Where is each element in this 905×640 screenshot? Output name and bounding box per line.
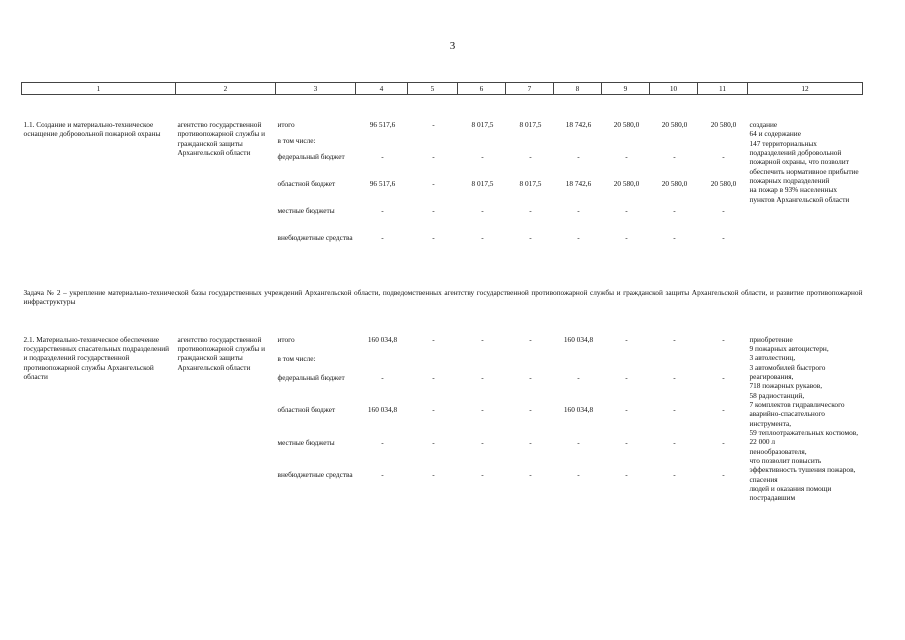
- funding-value: -: [673, 334, 676, 344]
- funding-value: -: [381, 437, 384, 447]
- funding-value: -: [529, 470, 532, 480]
- funding-value: -: [381, 373, 384, 383]
- funding-value: -: [625, 152, 628, 161]
- spacer-row: [22, 274, 863, 288]
- funding-source: федеральный бюджет: [277, 373, 345, 383]
- funding-source: в том числе:: [277, 353, 316, 363]
- funding-value: -: [481, 233, 484, 242]
- funding-value: 20 580,0: [661, 179, 688, 188]
- funding-value: -: [481, 405, 484, 415]
- funding-value: -: [577, 437, 580, 447]
- section-2: [22, 335, 863, 503]
- spacer-row: [22, 260, 863, 274]
- funding-value: -: [577, 470, 580, 480]
- executor-cell: агентство государственной противопожарной службы и гражданской защиты Архангельской области: [177, 334, 266, 372]
- funding-value: 160 034,8: [367, 405, 398, 415]
- funding-value: -: [381, 233, 384, 242]
- funding-source: областной бюджет: [277, 179, 336, 188]
- funding-value: 8 017,5: [471, 120, 494, 129]
- funding-value: -: [625, 334, 628, 344]
- task-2-row: [22, 288, 863, 307]
- column-number: 7: [506, 83, 554, 95]
- funding-value: -: [381, 470, 384, 480]
- section-1: [22, 120, 863, 260]
- funding-value: -: [625, 470, 628, 480]
- funding-source: итого: [277, 120, 295, 129]
- funding-value: 20 580,0: [613, 179, 640, 188]
- funding-value: 20 580,0: [710, 179, 737, 188]
- funding-value: [356, 354, 408, 373]
- column-number: 11: [698, 83, 748, 95]
- funding-value: -: [722, 334, 725, 344]
- column-number: 10: [650, 83, 698, 95]
- expected-result: приобретение 9 пожарных автоцистерн, 3 автолестниц, 3 автомобилей быстрого реагирования, 718 пожарных рукавов, 58 радиостанций, 7 комплектов гидравлического аварийно-спасательного инструмента, 59 теплоотражательных костюмов, 22 000 л пенообразователя, что позволит повысить эффективность тушения пожаров, спасения людей и оказания помощи пострадавшим: [749, 334, 859, 503]
- expected-result: создание 64 и содержание 147 территориальных подразделений добровольной пожарной охраны, что позволит обеспечить нормативное прибытие пожарных подразделений на пожар в 93% населенных пунктов Архангельской области: [749, 120, 859, 204]
- funding-source: в том числе:: [277, 136, 316, 145]
- executor-cell: агентство государственной противопожарной службы и гражданской защиты Архангельской области: [177, 120, 266, 157]
- funding-value: -: [432, 470, 435, 480]
- funding-value: -: [673, 206, 676, 215]
- funding-value: -: [481, 152, 484, 161]
- funding-source: внебюджетные средства: [277, 470, 353, 480]
- funding-value: [698, 354, 748, 373]
- funding-value: -: [577, 233, 580, 242]
- funding-value: -: [529, 373, 532, 383]
- column-number: 12: [748, 83, 863, 95]
- funding-value: -: [432, 233, 435, 242]
- column-number: 6: [458, 83, 506, 95]
- funding-value: 18 742,6: [565, 179, 592, 188]
- funding-source: итого: [277, 334, 295, 344]
- column-number: 2: [176, 83, 276, 95]
- funding-value: -: [432, 152, 435, 161]
- funding-value: -: [529, 437, 532, 447]
- funding-value: [554, 136, 602, 152]
- task-2-text: Задача № 2 – укрепление материально-технической базы государственных учреждений Архангельской области, подведомственных агентству государственной противопожарной службы и гражданской защиты Архангельской области, и развитие противопожарной инфраструктуры: [23, 288, 863, 307]
- funding-value: 160 034,8: [563, 334, 594, 344]
- funding-value: -: [432, 437, 435, 447]
- funding-row: [22, 120, 863, 136]
- funding-value: -: [577, 373, 580, 383]
- funding-source: внебюджетные средства: [277, 233, 353, 242]
- funding-value: 20 580,0: [661, 120, 688, 129]
- funding-value: -: [481, 373, 484, 383]
- funding-value: -: [722, 373, 725, 383]
- funding-source: областной бюджет: [277, 405, 336, 415]
- funding-value: 96 517,6: [369, 120, 396, 129]
- funding-value: [458, 136, 506, 152]
- funding-value: [506, 136, 554, 152]
- funding-value: -: [432, 179, 435, 188]
- funding-value: -: [577, 152, 580, 161]
- funding-value: -: [673, 405, 676, 415]
- funding-source: местные бюджеты: [277, 437, 335, 447]
- funding-value: -: [432, 334, 435, 344]
- funding-value: -: [673, 470, 676, 480]
- funding-value: [408, 354, 458, 373]
- funding-value: [698, 136, 748, 152]
- program-table: [21, 82, 863, 503]
- funding-value: -: [722, 470, 725, 480]
- funding-value: [650, 354, 698, 373]
- funding-value: -: [625, 437, 628, 447]
- funding-value: -: [673, 373, 676, 383]
- column-number: 4: [356, 83, 408, 95]
- funding-value: 8 017,5: [519, 179, 542, 188]
- funding-value: -: [381, 152, 384, 161]
- funding-value: -: [577, 206, 580, 215]
- funding-value: -: [529, 233, 532, 242]
- funding-value: -: [625, 405, 628, 415]
- funding-value: 160 034,8: [563, 405, 594, 415]
- funding-value: -: [529, 206, 532, 215]
- column-number: 5: [408, 83, 458, 95]
- spacer-row: [22, 321, 863, 335]
- funding-value: -: [481, 334, 484, 344]
- funding-value: -: [481, 470, 484, 480]
- funding-value: -: [432, 373, 435, 383]
- funding-value: [602, 354, 650, 373]
- spacer-row: [22, 307, 863, 321]
- funding-value: -: [529, 152, 532, 161]
- funding-value: [602, 136, 650, 152]
- funding-value: [554, 354, 602, 373]
- funding-value: 96 517,6: [369, 179, 396, 188]
- funding-value: [408, 136, 458, 152]
- funding-value: 20 580,0: [613, 120, 640, 129]
- header-row: [22, 83, 863, 95]
- funding-value: -: [722, 206, 725, 215]
- spacer-row: [22, 106, 863, 120]
- funding-source: местные бюджеты: [277, 206, 335, 215]
- funding-value: 20 580,0: [710, 120, 737, 129]
- funding-value: -: [625, 206, 628, 215]
- funding-value: -: [722, 152, 725, 161]
- funding-value: -: [529, 405, 532, 415]
- column-number: 1: [22, 83, 176, 95]
- funding-source: федеральный бюджет: [277, 152, 345, 161]
- funding-value: 18 742,6: [565, 120, 592, 129]
- funding-value: 8 017,5: [471, 179, 494, 188]
- funding-value: -: [481, 437, 484, 447]
- spacer-row: [22, 95, 863, 107]
- funding-value: -: [432, 120, 435, 129]
- column-number: 8: [554, 83, 602, 95]
- funding-value: -: [625, 373, 628, 383]
- funding-value: -: [722, 233, 725, 242]
- funding-value: 8 017,5: [519, 120, 542, 129]
- column-number: 3: [276, 83, 356, 95]
- funding-value: -: [625, 233, 628, 242]
- funding-row: [22, 335, 863, 354]
- funding-value: -: [673, 437, 676, 447]
- funding-value: 160 034,8: [367, 334, 398, 344]
- funding-value: -: [529, 334, 532, 344]
- funding-value: [506, 354, 554, 373]
- funding-value: -: [481, 206, 484, 215]
- funding-value: [356, 136, 408, 152]
- funding-value: -: [722, 405, 725, 415]
- funding-value: [458, 354, 506, 373]
- funding-value: -: [432, 206, 435, 215]
- activity-title: 1.1. Создание и материально-техническое оснащение добровольной пожарной охраны: [23, 120, 161, 139]
- funding-value: -: [673, 152, 676, 161]
- funding-value: -: [722, 437, 725, 447]
- funding-value: -: [673, 233, 676, 242]
- funding-value: -: [432, 405, 435, 415]
- funding-value: -: [381, 206, 384, 215]
- column-number: 9: [602, 83, 650, 95]
- activity-title: 2.1. Материально-техническое обеспечение государственных спасательных подразделений и подразделений государственной противопожарной службы Архангельской области: [23, 334, 170, 381]
- funding-value: [650, 136, 698, 152]
- page-number: 3: [449, 40, 456, 52]
